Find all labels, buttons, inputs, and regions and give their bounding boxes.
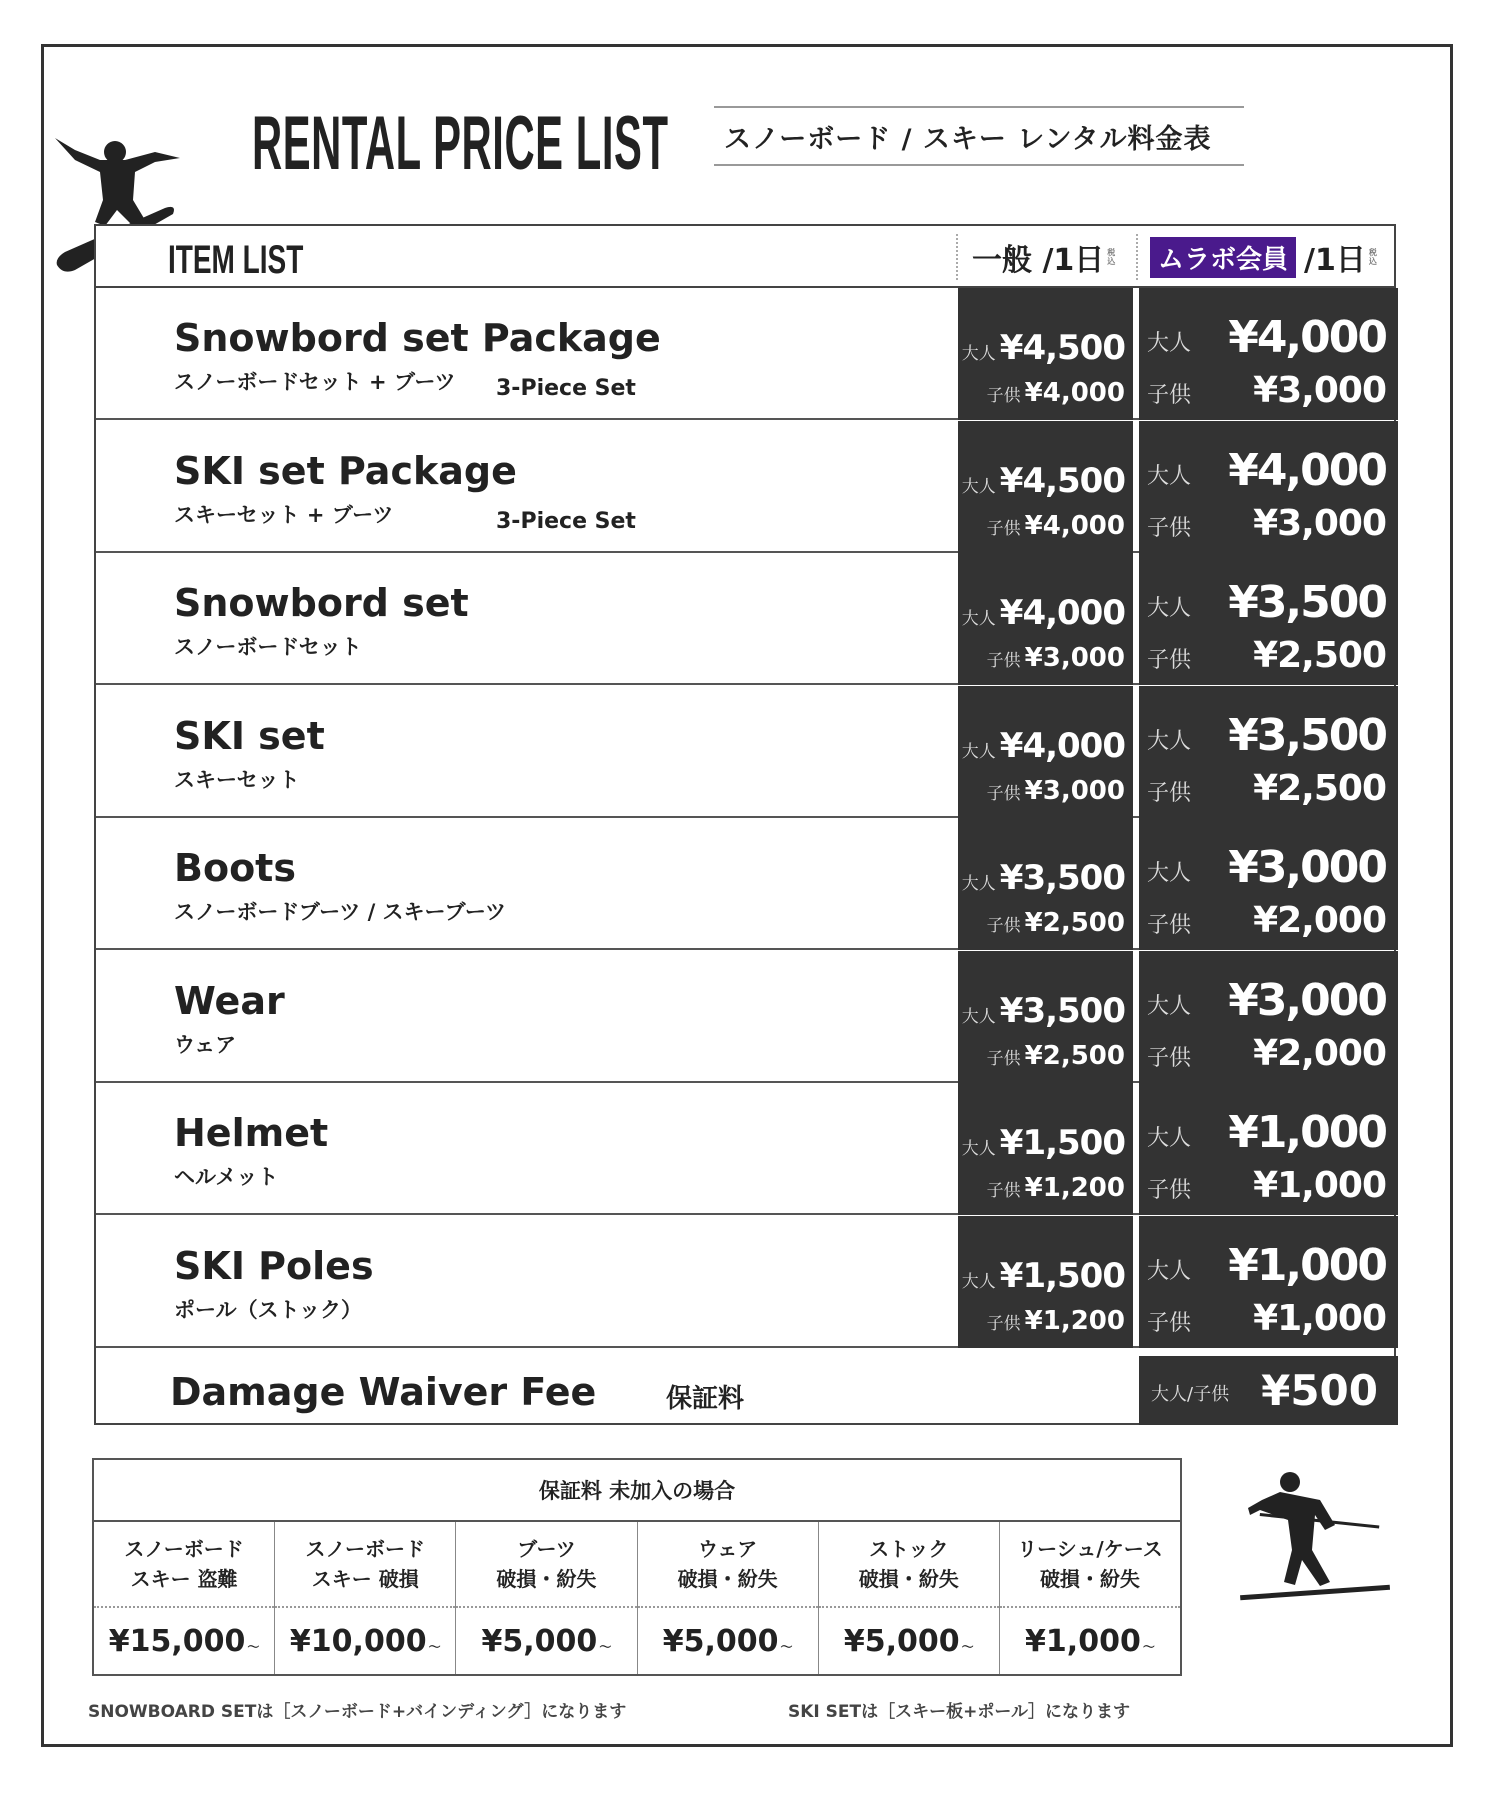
general-child-price: ¥2,500 xyxy=(1024,1040,1125,1071)
member-child-price: ¥2,000 xyxy=(1253,900,1386,941)
table-row xyxy=(96,1216,1394,1348)
member-price-cell xyxy=(1139,1216,1398,1348)
item-name-jp: ポール（ストック） xyxy=(174,1297,362,1322)
adult-label: 大人 xyxy=(1147,331,1192,356)
general-child xyxy=(987,643,1125,673)
deposit-value xyxy=(663,1608,793,1659)
adult-label: 大人 xyxy=(961,476,996,497)
deposit-condition: 破損・紛失 xyxy=(858,1567,959,1591)
general-adult xyxy=(962,858,1125,898)
adult-label: 大人 xyxy=(961,874,996,894)
general-adult xyxy=(962,461,1125,501)
deposit-label xyxy=(456,1522,636,1608)
deposit-suffix: 〜 xyxy=(247,1640,260,1654)
page-title: RENTAL PRICE LIST xyxy=(252,101,669,186)
item-name: Wear xyxy=(174,978,285,1023)
adult-label: 大人 xyxy=(961,1006,996,1027)
child-label: 子供 xyxy=(1147,780,1192,806)
general-child-price: ¥3,000 xyxy=(1024,643,1125,673)
general-adult-price: ¥4,000 xyxy=(999,593,1125,633)
adult-label: 大人 xyxy=(961,1139,996,1159)
footnote-ski: SKI SETは［スキー板+ポール］になります xyxy=(788,1702,1131,1722)
adult-label: 大人 xyxy=(1147,993,1192,1019)
item-name-jp: スノーボードセット xyxy=(174,635,362,659)
adult-label: 大人 xyxy=(1147,1258,1192,1284)
item-name: Snowbord set Package xyxy=(174,316,661,360)
deposit-amount: ¥10,000 xyxy=(289,1624,427,1659)
member-child-price: ¥1,000 xyxy=(1253,1297,1386,1339)
deposit-column xyxy=(94,1522,275,1674)
deposit-suffix: 〜 xyxy=(599,1640,612,1654)
footnote-snowboard: SNOWBOARD SETは［スノーボード+バインディング］になります xyxy=(88,1702,627,1722)
member-adult-price: ¥3,000 xyxy=(1228,974,1386,1026)
table-header xyxy=(96,226,1394,288)
member-adult-price: ¥4,000 xyxy=(1228,444,1386,496)
child-label: 子供 xyxy=(986,518,1021,539)
item-name: Boots xyxy=(174,846,296,890)
damage-waiver-label: 大人/子供 xyxy=(1151,1384,1230,1405)
item-set-note: 3-Piece Set xyxy=(496,508,636,534)
table-row xyxy=(96,818,1394,950)
adult-label: 大人 xyxy=(961,344,996,364)
general-adult-price: ¥4,500 xyxy=(999,460,1125,501)
member-child-price: ¥3,000 xyxy=(1253,502,1386,544)
general-adult xyxy=(962,1256,1125,1296)
table-row xyxy=(96,288,1394,420)
tax-note: 税込 xyxy=(1368,248,1377,266)
general-child xyxy=(987,776,1125,806)
member-price-cell xyxy=(1139,421,1398,553)
general-child-price: ¥3,000 xyxy=(1024,775,1125,806)
member-column-header xyxy=(1136,234,1379,280)
deposit-condition: 破損・紛失 xyxy=(677,1567,778,1591)
member-child-price: ¥2,500 xyxy=(1253,635,1386,676)
general-adult-price: ¥1,500 xyxy=(999,1123,1125,1163)
tax-note: 税込 xyxy=(1107,248,1116,266)
child-label: 子供 xyxy=(986,651,1021,671)
deposit-column xyxy=(638,1522,819,1674)
child-label: 子供 xyxy=(1147,1310,1192,1336)
member-price-cell xyxy=(1139,818,1398,950)
member-adult-price: ¥4,000 xyxy=(1228,312,1386,363)
item-name: Helmet xyxy=(174,1111,329,1155)
adult-label: 大人 xyxy=(1147,463,1192,489)
deposit-suffix: 〜 xyxy=(1142,1640,1155,1654)
child-label: 子供 xyxy=(986,1048,1021,1069)
general-price-cell xyxy=(958,818,1133,950)
item-name-jp: ヘルメット xyxy=(174,1165,279,1189)
general-child xyxy=(987,908,1125,938)
child-label: 子供 xyxy=(986,1181,1021,1201)
general-adult xyxy=(962,593,1125,633)
page-subtitle: スノーボード / スキー レンタル料金表 xyxy=(714,106,1244,166)
item-name: SKI set xyxy=(174,713,325,758)
deposit-item: リーシュ/ケース xyxy=(1017,1537,1163,1561)
member-child-price: ¥2,000 xyxy=(1253,1032,1386,1074)
general-column-header xyxy=(956,234,1117,280)
adult-label: 大人 xyxy=(961,609,996,629)
deposit-condition: 破損・紛失 xyxy=(496,1567,597,1591)
child-label: 子供 xyxy=(1147,1045,1192,1071)
general-price-cell xyxy=(958,686,1133,818)
member-child-price: ¥3,000 xyxy=(1253,370,1386,411)
item-name: Snowbord set xyxy=(174,581,469,625)
child-label: 子供 xyxy=(1147,383,1192,408)
deposit-suffix: 〜 xyxy=(961,1640,974,1654)
deposit-label xyxy=(94,1522,274,1608)
general-adult xyxy=(962,991,1125,1031)
damage-waiver-price-cell xyxy=(1139,1356,1398,1425)
deposit-amount: ¥5,000 xyxy=(662,1624,779,1659)
general-adult-price: ¥3,500 xyxy=(999,858,1125,898)
general-child-price: ¥4,000 xyxy=(1024,378,1125,408)
member-adult-price: ¥3,500 xyxy=(1228,577,1386,628)
general-adult xyxy=(962,1123,1125,1163)
damage-waiver-name: Damage Waiver Fee xyxy=(170,1370,597,1414)
per-day: /1日 xyxy=(1304,243,1366,278)
member-price-cell xyxy=(1139,951,1398,1083)
general-child xyxy=(987,1173,1125,1203)
deposit-condition: スキー 盗難 xyxy=(130,1567,238,1591)
item-name-jp: スノーボードブーツ / スキーブーツ xyxy=(174,900,507,924)
general-child-price: ¥1,200 xyxy=(1024,1305,1125,1336)
adult-label: 大人 xyxy=(1147,1126,1192,1151)
deposit-label xyxy=(1000,1522,1180,1608)
general-child xyxy=(987,511,1125,541)
deposit-value xyxy=(109,1608,260,1659)
deposit-suffix: 〜 xyxy=(780,1640,793,1654)
adult-label: 大人 xyxy=(961,1271,996,1292)
deposit-amount: ¥5,000 xyxy=(843,1624,960,1659)
general-adult xyxy=(962,726,1125,766)
member-adult-price: ¥1,000 xyxy=(1228,1107,1386,1158)
child-label: 子供 xyxy=(1147,515,1192,541)
table-row xyxy=(96,1083,1394,1215)
item-name-jp: スキーセット + ブーツ xyxy=(174,502,394,527)
member-adult-price: ¥1,000 xyxy=(1228,1239,1386,1291)
general-price-cell xyxy=(958,553,1133,685)
general-label: 一般 xyxy=(972,243,1032,278)
deposit-value xyxy=(482,1608,612,1659)
child-label: 子供 xyxy=(986,386,1021,406)
adult-label: 大人 xyxy=(1147,596,1192,621)
item-name: SKI Poles xyxy=(174,1243,374,1288)
general-child xyxy=(987,1041,1125,1071)
deposit-value xyxy=(844,1608,974,1659)
member-child-price: ¥2,500 xyxy=(1253,767,1386,809)
general-adult-price: ¥3,500 xyxy=(999,990,1125,1031)
general-price-cell xyxy=(958,421,1133,553)
deposit-column xyxy=(819,1522,1000,1674)
damage-waiver-price: ¥500 xyxy=(1261,1366,1378,1415)
member-child-price: ¥1,000 xyxy=(1253,1165,1386,1206)
child-label: 子供 xyxy=(1147,648,1192,673)
item-list-label: ITEM LIST xyxy=(168,238,304,282)
member-adult-price: ¥3,500 xyxy=(1228,709,1386,761)
general-adult-price: ¥4,000 xyxy=(999,725,1125,766)
item-name: SKI set Package xyxy=(174,448,517,493)
general-price-cell xyxy=(958,1083,1133,1215)
table-row xyxy=(96,421,1394,553)
table-row xyxy=(96,553,1394,685)
deposit-suffix: 〜 xyxy=(428,1640,441,1654)
table-row xyxy=(96,951,1394,1083)
general-adult xyxy=(962,328,1125,368)
per-day: /1日 xyxy=(1042,243,1105,278)
child-label: 子供 xyxy=(1147,913,1192,938)
item-set-note: 3-Piece Set xyxy=(496,376,636,401)
skier-icon xyxy=(1240,1470,1390,1610)
member-adult-price: ¥3,000 xyxy=(1228,842,1386,893)
deposit-value xyxy=(290,1608,441,1659)
deposit-label xyxy=(638,1522,818,1608)
deposit-column xyxy=(456,1522,637,1674)
child-label: 子供 xyxy=(986,1313,1021,1334)
adult-label: 大人 xyxy=(1147,728,1192,754)
member-price-cell xyxy=(1139,1083,1398,1215)
deposit-column xyxy=(275,1522,456,1674)
damage-waiver-jp: 保証料 xyxy=(666,1384,745,1414)
adult-label: 大人 xyxy=(961,741,996,762)
deposit-label xyxy=(275,1522,455,1608)
deposit-item: スノーボード xyxy=(305,1537,425,1561)
general-price-cell xyxy=(958,288,1133,420)
general-child-price: ¥1,200 xyxy=(1024,1173,1125,1203)
price-table xyxy=(94,224,1396,1425)
member-price-cell xyxy=(1139,288,1398,420)
deposit-item: ストック xyxy=(869,1537,949,1561)
deposit-label xyxy=(819,1522,999,1608)
member-price-cell xyxy=(1139,553,1398,685)
child-label: 子供 xyxy=(986,916,1021,936)
general-adult-price: ¥1,500 xyxy=(999,1255,1125,1296)
deposit-amount: ¥5,000 xyxy=(481,1624,598,1659)
deposit-column xyxy=(1000,1522,1180,1674)
member-badge: ムラボ会員 xyxy=(1150,237,1296,278)
deposit-item: ブーツ xyxy=(517,1537,576,1561)
damage-waiver-row xyxy=(96,1356,1394,1424)
child-label: 子供 xyxy=(1147,1178,1192,1203)
general-adult-price: ¥4,500 xyxy=(999,328,1125,368)
deposit-condition: 破損・紛失 xyxy=(1039,1567,1140,1591)
deposit-amount: ¥1,000 xyxy=(1025,1624,1141,1659)
general-child xyxy=(987,378,1125,408)
adult-label: 大人 xyxy=(1147,861,1192,886)
deposit-table xyxy=(92,1458,1182,1676)
general-child-price: ¥4,000 xyxy=(1024,510,1125,541)
item-name-jp: スノーボードセット + ブーツ xyxy=(174,370,456,394)
general-child-price: ¥2,500 xyxy=(1024,908,1125,938)
deposit-condition: スキー 破損 xyxy=(311,1567,419,1591)
child-label: 子供 xyxy=(986,783,1021,804)
general-child xyxy=(987,1306,1125,1336)
member-price-cell xyxy=(1139,686,1398,818)
item-name-jp: スキーセット xyxy=(174,767,300,792)
general-price-cell xyxy=(958,951,1133,1083)
deposit-title: 保証料 未加入の場合 xyxy=(94,1460,1180,1522)
deposit-item: スノーボード xyxy=(124,1537,244,1561)
item-name-jp: ウェア xyxy=(174,1032,237,1057)
deposit-amount: ¥15,000 xyxy=(108,1624,246,1659)
table-row xyxy=(96,686,1394,818)
deposit-item: ウェア xyxy=(698,1537,758,1561)
general-price-cell xyxy=(958,1216,1133,1348)
deposit-value xyxy=(1025,1608,1155,1659)
